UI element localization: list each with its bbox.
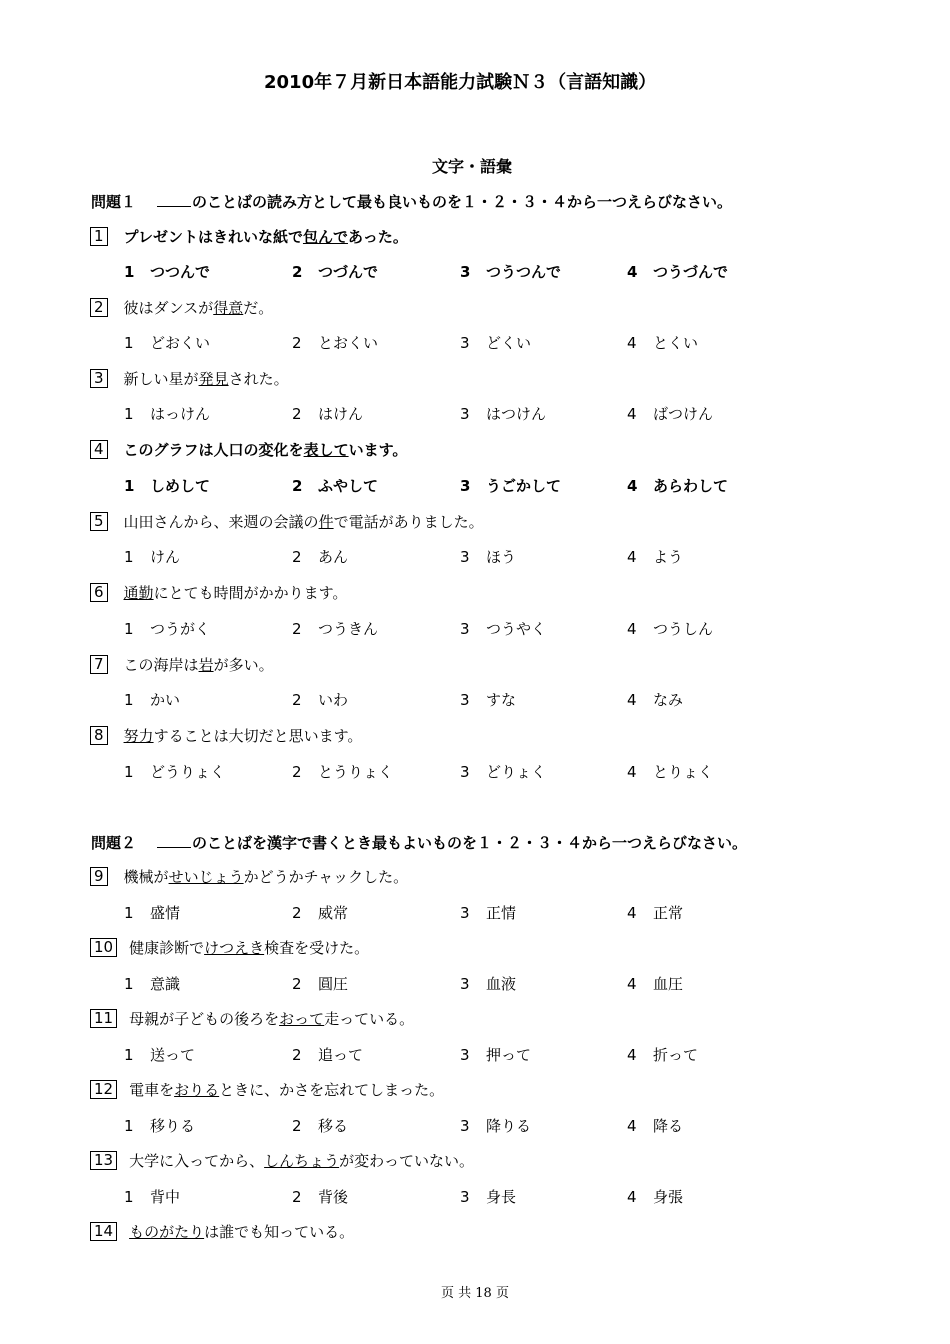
option-text: つつんで [150, 263, 211, 281]
mondai2-text: のことばを漢字で書くとき最もよいものを１・２・３・４から一つえらびなさい。 [192, 834, 748, 852]
underlined-word: 岩 [198, 656, 214, 674]
question-text: は誰でも知っている。 [204, 1223, 355, 1241]
underlined-word: 発見 [198, 370, 229, 388]
option-text: つうがく [150, 620, 211, 638]
option-number: 4 [627, 548, 637, 566]
option-text: はつけん [486, 405, 547, 423]
answer-option[interactable] [124, 1115, 195, 1136]
answer-option[interactable] [124, 403, 210, 424]
question-text: 母親が子どもの後ろを [129, 1010, 280, 1028]
option-number: 4 [627, 763, 637, 781]
underlined-word: 包んで [302, 228, 348, 246]
option-text: はっけん [150, 405, 211, 423]
question-number: 7 [90, 655, 108, 674]
section-title: 文字・語彙 [432, 157, 513, 176]
option-text: とおくい [318, 334, 379, 352]
answer-option[interactable] [460, 902, 516, 923]
underlined-word: 努力 [123, 727, 154, 745]
option-number: 1 [124, 405, 134, 423]
mondai1-label: 問題１ [91, 193, 137, 211]
underlined-word: 得意 [213, 299, 244, 317]
option-number: 1 [124, 1117, 134, 1135]
question-11 [90, 1008, 414, 1029]
answer-option[interactable] [627, 902, 683, 923]
option-text: どうりょく [150, 763, 226, 781]
option-number: 3 [460, 263, 471, 281]
option-number: 3 [460, 620, 470, 638]
question-5 [90, 511, 484, 532]
answer-option[interactable] [460, 761, 546, 782]
question-number: 13 [90, 1151, 117, 1170]
question-text: この海岸は [123, 656, 199, 674]
option-number: 3 [460, 975, 470, 993]
option-number: 2 [292, 1188, 302, 1206]
option-text: あらわして [653, 477, 729, 495]
option-number: 2 [292, 691, 302, 709]
question-number: 11 [90, 1009, 117, 1028]
option-text: 降りる [486, 1117, 532, 1135]
blank-line [157, 835, 191, 848]
option-number: 1 [124, 334, 134, 352]
mondai1-text: のことばの読み方として最も良いものを１・２・３・４から一つえらびなさい。 [192, 193, 733, 211]
option-number: 1 [124, 1188, 134, 1206]
underlined-word: 通勤 [123, 584, 154, 602]
answer-option[interactable] [292, 261, 378, 282]
option-number: 4 [627, 405, 637, 423]
answer-option[interactable] [292, 1115, 348, 1136]
question-text: 電車を [129, 1081, 175, 1099]
question-text: このグラフは人口の変化を [123, 441, 304, 459]
answer-option[interactable] [460, 261, 561, 282]
question-7 [90, 654, 274, 675]
answer-option[interactable] [460, 973, 516, 994]
option-number: 2 [292, 904, 302, 922]
option-text: はけん [318, 405, 364, 423]
option-number: 2 [292, 975, 302, 993]
question-number: 12 [90, 1080, 117, 1099]
question-13 [90, 1150, 474, 1171]
option-number: 1 [124, 620, 134, 638]
answer-option[interactable] [124, 261, 210, 282]
option-number: 4 [627, 1117, 637, 1135]
question-number: 1 [90, 227, 108, 246]
answer-option[interactable] [124, 902, 180, 923]
option-number: 2 [292, 1046, 302, 1064]
answer-option[interactable] [292, 332, 378, 353]
option-number: 4 [627, 1188, 637, 1206]
option-number: 3 [460, 334, 470, 352]
question-3 [90, 368, 289, 389]
option-text: 降る [653, 1117, 684, 1135]
option-text: つうづんで [653, 263, 729, 281]
option-number: 1 [124, 975, 134, 993]
question-text: 検査を受けた。 [264, 939, 370, 957]
option-text: 押って [486, 1046, 532, 1064]
question-number: 10 [90, 938, 117, 957]
option-number: 2 [292, 548, 302, 566]
option-number: 3 [460, 1046, 470, 1064]
option-number: 4 [627, 263, 638, 281]
question-number: 5 [90, 512, 108, 531]
option-number: 4 [627, 477, 638, 495]
answer-option[interactable] [292, 902, 348, 923]
option-text: 身長 [486, 1188, 517, 1206]
option-number: 3 [460, 763, 470, 781]
option-text: どおくい [150, 334, 211, 352]
answer-option[interactable] [124, 546, 180, 567]
option-text: つうきん [318, 620, 379, 638]
question-8 [90, 725, 362, 746]
blank-line [157, 194, 191, 207]
option-text: ばつけん [653, 405, 714, 423]
option-text: つうやく [486, 620, 547, 638]
option-text: 身張 [653, 1188, 684, 1206]
option-text: うごかして [486, 477, 562, 495]
option-text: 背後 [318, 1188, 349, 1206]
option-number: 1 [124, 477, 135, 495]
option-number: 4 [627, 334, 637, 352]
option-text: 追って [318, 1046, 364, 1064]
option-text: かい [150, 691, 181, 709]
option-text: 正常 [653, 904, 684, 922]
question-text: が変わっていない。 [339, 1152, 474, 1170]
mondai2-instruction [91, 832, 747, 853]
answer-option[interactable] [627, 973, 683, 994]
answer-option[interactable] [124, 1186, 180, 1207]
underlined-word: 件 [318, 513, 334, 531]
option-text: すな [486, 691, 517, 709]
answer-option[interactable] [627, 261, 728, 282]
option-text: とくい [653, 334, 699, 352]
option-number: 2 [292, 263, 303, 281]
page-footer: 页 共 18 页 [441, 1286, 509, 1301]
option-text: とりょく [653, 763, 714, 781]
option-text: 威常 [318, 904, 349, 922]
answer-option[interactable] [627, 403, 713, 424]
option-text: 血液 [486, 975, 517, 993]
underlined-word: おって [279, 1010, 325, 1028]
question-text: が多い。 [213, 656, 274, 674]
question-text: 機械が [123, 868, 169, 886]
answer-option[interactable] [292, 403, 363, 424]
option-number: 1 [124, 691, 134, 709]
question-text: あった。 [347, 228, 408, 246]
option-number: 3 [460, 1117, 470, 1135]
answer-option[interactable] [292, 689, 348, 710]
option-number: 2 [292, 620, 302, 638]
answer-option[interactable] [460, 618, 546, 639]
mondai2-label: 問題２ [91, 834, 137, 852]
answer-option[interactable] [627, 1115, 683, 1136]
option-number: 1 [124, 1046, 134, 1064]
option-text: ほう [486, 548, 517, 566]
answer-option[interactable] [292, 1044, 363, 1065]
option-number: 3 [460, 691, 470, 709]
answer-option[interactable] [292, 973, 348, 994]
underlined-word: せいじょう [168, 868, 244, 886]
question-text: 山田さんから、来週の会議の [123, 513, 319, 531]
question-6 [90, 582, 347, 603]
question-number: 9 [90, 867, 108, 886]
option-number: 4 [627, 975, 637, 993]
question-number: 14 [90, 1222, 117, 1241]
underlined-word: おりる [174, 1081, 220, 1099]
answer-option[interactable] [460, 403, 546, 424]
answer-option[interactable] [627, 332, 698, 353]
answer-option[interactable] [460, 546, 516, 567]
answer-option[interactable] [627, 1186, 683, 1207]
underlined-word: けつえき [204, 939, 265, 957]
answer-option[interactable] [124, 761, 225, 782]
answer-option[interactable] [460, 475, 561, 496]
option-text: けん [150, 548, 181, 566]
option-text: つうつんで [486, 263, 562, 281]
question-text: います。 [348, 441, 408, 459]
question-number: 3 [90, 369, 108, 388]
option-number: 1 [124, 763, 134, 781]
answer-option[interactable] [292, 618, 378, 639]
mondai1-instruction [91, 191, 732, 212]
option-number: 4 [627, 904, 637, 922]
option-number: 2 [292, 477, 303, 495]
question-text: 彼はダンスが [123, 299, 214, 317]
answer-option[interactable] [627, 761, 713, 782]
page-title: 2010年７月新日本語能力試験Ｎ３（言語知識） [264, 72, 657, 93]
question-text: 走っている。 [324, 1010, 415, 1028]
answer-option[interactable] [124, 973, 180, 994]
option-number: 3 [460, 904, 470, 922]
question-12 [90, 1079, 444, 1100]
underlined-word: ものがたり [129, 1223, 205, 1241]
option-text: よう [653, 548, 684, 566]
question-text: にとても時間がかかります。 [153, 584, 348, 602]
option-number: 2 [292, 1117, 302, 1135]
option-text: ふやして [318, 477, 379, 495]
answer-option[interactable] [292, 546, 348, 567]
option-number: 3 [460, 1188, 470, 1206]
option-text: しめして [150, 477, 211, 495]
option-text: 背中 [150, 1188, 181, 1206]
question-number: 8 [90, 726, 108, 745]
option-number: 4 [627, 691, 637, 709]
underlined-word: しんちょう [264, 1152, 340, 1170]
option-text: 血圧 [653, 975, 684, 993]
option-text: なみ [653, 691, 684, 709]
option-number: 2 [292, 763, 302, 781]
option-number: 1 [124, 904, 134, 922]
question-text: かどうかチャックした。 [243, 868, 409, 886]
option-number: 1 [124, 263, 135, 281]
question-text: で電話がありました。 [333, 513, 484, 531]
option-text: つづんで [318, 263, 379, 281]
answer-option[interactable] [292, 1186, 348, 1207]
answer-option[interactable] [292, 475, 378, 496]
option-text: 圓圧 [318, 975, 349, 993]
option-text: 正情 [486, 904, 517, 922]
answer-option[interactable] [460, 1044, 531, 1065]
answer-option[interactable] [460, 1186, 516, 1207]
option-text: 移る [318, 1117, 349, 1135]
question-1 [90, 226, 408, 247]
option-number: 4 [627, 1046, 637, 1064]
answer-option[interactable] [460, 332, 531, 353]
option-number: 3 [460, 477, 471, 495]
option-text: 折って [653, 1046, 699, 1064]
question-number: 6 [90, 583, 108, 602]
answer-option[interactable] [627, 546, 683, 567]
answer-option[interactable] [627, 475, 728, 496]
answer-option[interactable] [627, 618, 713, 639]
answer-option[interactable] [124, 618, 210, 639]
answer-option[interactable] [627, 1044, 698, 1065]
answer-option[interactable] [460, 689, 516, 710]
option-text: いわ [318, 691, 349, 709]
question-text: された。 [228, 370, 289, 388]
question-text: ときに、かさを忘れてしまった。 [219, 1081, 445, 1099]
answer-option[interactable] [460, 1115, 531, 1136]
option-number: 3 [460, 548, 470, 566]
question-4 [90, 439, 407, 460]
question-14 [90, 1221, 354, 1242]
answer-option[interactable] [124, 475, 210, 496]
question-2 [90, 297, 273, 318]
option-number: 4 [627, 620, 637, 638]
answer-option[interactable] [124, 1044, 195, 1065]
option-number: 1 [124, 548, 134, 566]
option-text: 意識 [150, 975, 181, 993]
question-number: 4 [90, 440, 108, 459]
option-text: 移りる [150, 1117, 196, 1135]
option-text: どくい [486, 334, 532, 352]
answer-option[interactable] [124, 332, 210, 353]
question-text: することは大切だと思います。 [153, 727, 363, 745]
option-text: とうりょく [318, 763, 394, 781]
option-text: つうしん [653, 620, 714, 638]
option-text: あん [318, 548, 349, 566]
option-text: 送って [150, 1046, 196, 1064]
option-number: 2 [292, 405, 302, 423]
option-text: どりょく [486, 763, 547, 781]
answer-option[interactable] [627, 689, 683, 710]
answer-option[interactable] [292, 761, 393, 782]
question-number: 2 [90, 298, 108, 317]
underlined-word: 表して [303, 441, 349, 459]
question-text: 大学に入ってから、 [129, 1152, 265, 1170]
option-text: 盛情 [150, 904, 181, 922]
option-number: 2 [292, 334, 302, 352]
question-text: プレゼントはきれいな紙で [123, 228, 303, 246]
question-9 [90, 866, 408, 887]
option-number: 3 [460, 405, 470, 423]
question-text: だ。 [243, 299, 274, 317]
question-text: 新しい星が [123, 370, 199, 388]
question-text: 健康診断で [129, 939, 205, 957]
answer-option[interactable] [124, 689, 180, 710]
question-10 [90, 937, 369, 958]
